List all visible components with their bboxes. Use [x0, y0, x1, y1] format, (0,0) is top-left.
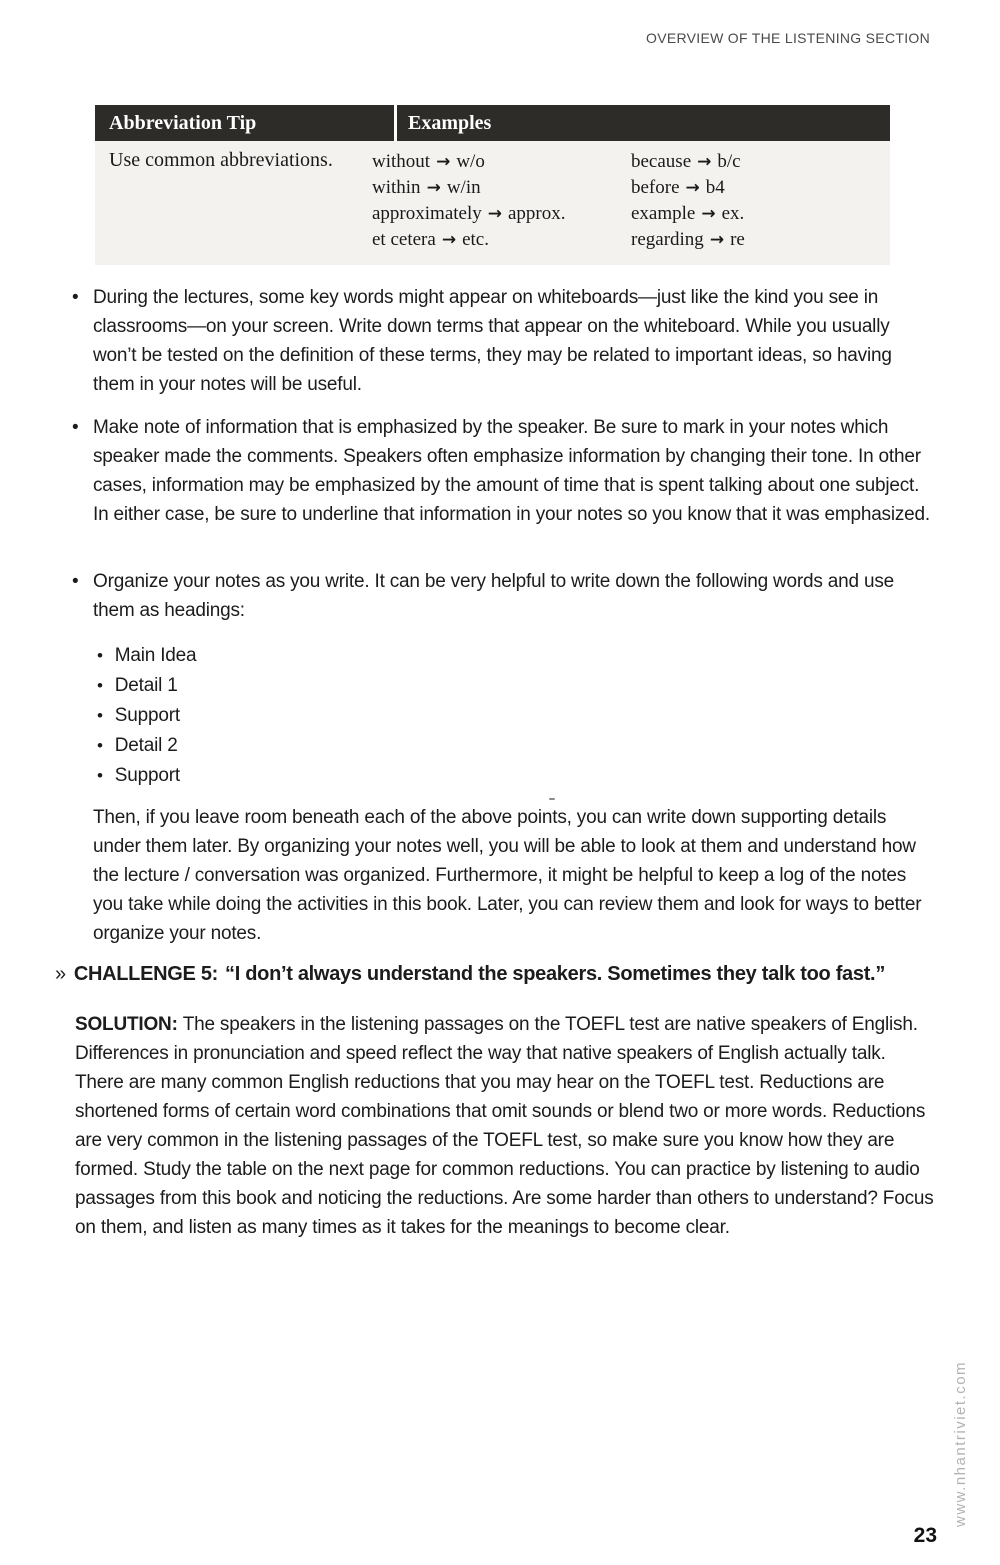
- arrow-icon: →: [426, 178, 441, 198]
- example-to: w/o: [456, 151, 485, 172]
- example-from: approximately: [372, 203, 482, 224]
- sub-list-item: [97, 641, 196, 671]
- example-item: [631, 201, 890, 227]
- example-from: regarding: [631, 229, 704, 250]
- table-cell-examples: [361, 149, 890, 253]
- arrow-icon: →: [701, 204, 716, 224]
- page-number: 23: [913, 1524, 937, 1547]
- sub-item-label: Detail 1: [114, 675, 178, 696]
- solution-paragraph: [75, 1010, 935, 1242]
- arrow-icon: →: [436, 152, 451, 172]
- example-to: approx.: [508, 203, 566, 224]
- watermark-url: www.nhantriviet.com: [952, 1360, 969, 1527]
- example-item: [372, 149, 631, 175]
- bullet-icon: •: [97, 736, 103, 755]
- table-header-row: [95, 105, 890, 141]
- example-from: without: [372, 151, 431, 172]
- example-to: ex.: [721, 203, 745, 224]
- example-from: within: [372, 177, 421, 198]
- sub-item-label: Support: [114, 765, 180, 786]
- double-angle-icon: »: [55, 963, 66, 985]
- bullet-icon: •: [72, 571, 79, 592]
- example-to: w/in: [446, 177, 481, 198]
- challenge-heading: [55, 963, 935, 986]
- bullet-item: [72, 567, 938, 625]
- arrow-icon: →: [441, 230, 457, 250]
- bullet-icon: •: [72, 287, 79, 308]
- challenge-quote: “I don’t always understand the speakers. Sometimes they talk too fast.”: [225, 963, 886, 985]
- example-from: before: [631, 177, 680, 198]
- bullet-text: During the lectures, some key words might appear on whiteboards—just like the kind you see in classrooms—on your screen. Write down terms that appear on the whiteboard. While you usually won’t be tested on the definition of these terms, they may be related to important ideas, so having them in your notes will be useful.: [93, 287, 892, 395]
- example-from: example: [631, 203, 696, 224]
- example-item: [631, 149, 890, 175]
- arrow-icon: →: [685, 178, 700, 198]
- solution-text: The speakers in the listening passages on the TOEFL test are native speakers of English. Differences in pronunciation and speed reflect the way that native speakers of English actually talk. There are many common English reductions that you may hear on the TOEFL test. Reductions are shortened forms of certain word combinations that omit sounds or blend two or more words. Reductions are very common in the listening passages of the TOEFL test, so make sure you know how they are formed. Study the table on the next page for common reductions. You can practice by listening to audio passages from this book and noticing the reductions. Are some harder than others to understand? Focus on them, and listen as many times as it takes for the meanings to become clear.: [75, 1014, 934, 1238]
- sub-list-item: [97, 671, 196, 701]
- sub-list-item: [97, 701, 196, 731]
- bullet-text: Make note of information that is emphasized by the speaker. Be sure to mark in your notes which speaker made the comments. Speakers often emphasize information by changing their tone. In other cases, information may be emphasized by the amount of time that is spent talking about one subject. In either case, be sure to underline that information in your notes so you know that it was emphasized.: [93, 417, 930, 525]
- abbreviation-table: [95, 105, 890, 265]
- example-from: because: [631, 151, 692, 172]
- sub-list-item: [97, 761, 196, 791]
- example-item: [372, 175, 631, 201]
- bullet-icon: •: [72, 417, 79, 438]
- bullet-icon: •: [97, 766, 103, 785]
- example-item: [631, 175, 890, 201]
- example-to: re: [730, 229, 745, 250]
- bullet-item: [72, 283, 938, 399]
- running-header: OVERVIEW OF THE LISTENING SECTION: [646, 30, 930, 46]
- sub-item-label: Main Idea: [114, 645, 197, 666]
- table-header-examples: Examples: [408, 111, 492, 134]
- bullet-text: Organize your notes as you write. It can be very helpful to write down the following words and use them as headings:: [93, 571, 894, 621]
- example-item: [372, 201, 631, 227]
- bullet-icon: •: [97, 706, 103, 725]
- scan-artifact: [549, 798, 555, 800]
- example-to: b4: [705, 177, 725, 198]
- solution-label: SOLUTION:: [75, 1014, 178, 1035]
- example-to: b/c: [717, 151, 741, 172]
- bullet-icon: •: [97, 646, 103, 665]
- sub-item-label: Support: [114, 705, 180, 726]
- sub-item-label: Detail 2: [114, 735, 178, 756]
- arrow-icon: →: [487, 204, 502, 224]
- table-header-abbreviation-tip: Abbreviation Tip: [95, 105, 397, 141]
- sub-list-item: [97, 731, 196, 761]
- examples-column-1: [372, 149, 631, 253]
- examples-column-2: [631, 149, 890, 253]
- bullet-item: [72, 413, 938, 529]
- arrow-icon: →: [709, 230, 725, 250]
- bullet-icon: •: [97, 676, 103, 695]
- headings-sub-list: [97, 641, 196, 791]
- table-body-row: [95, 141, 890, 265]
- then-paragraph: Then, if you leave room beneath each of the above points, you can write down supporting details under them later. By organizing your notes well, you will be able to look at them and understand how the lecture / conversation was organized. Furthermore, it might be helpful to keep a log of the notes you take while doing the activities in this book. Later, you can review them and look for ways to better organize your notes.: [93, 807, 922, 944]
- example-from: et cetera: [372, 229, 436, 250]
- table-cell-tip: Use common abbreviations.: [109, 149, 333, 171]
- example-item: [631, 227, 890, 253]
- arrow-icon: →: [697, 152, 712, 172]
- example-to: etc.: [462, 229, 489, 250]
- challenge-label: CHALLENGE 5:: [73, 963, 219, 985]
- example-item: [372, 227, 631, 253]
